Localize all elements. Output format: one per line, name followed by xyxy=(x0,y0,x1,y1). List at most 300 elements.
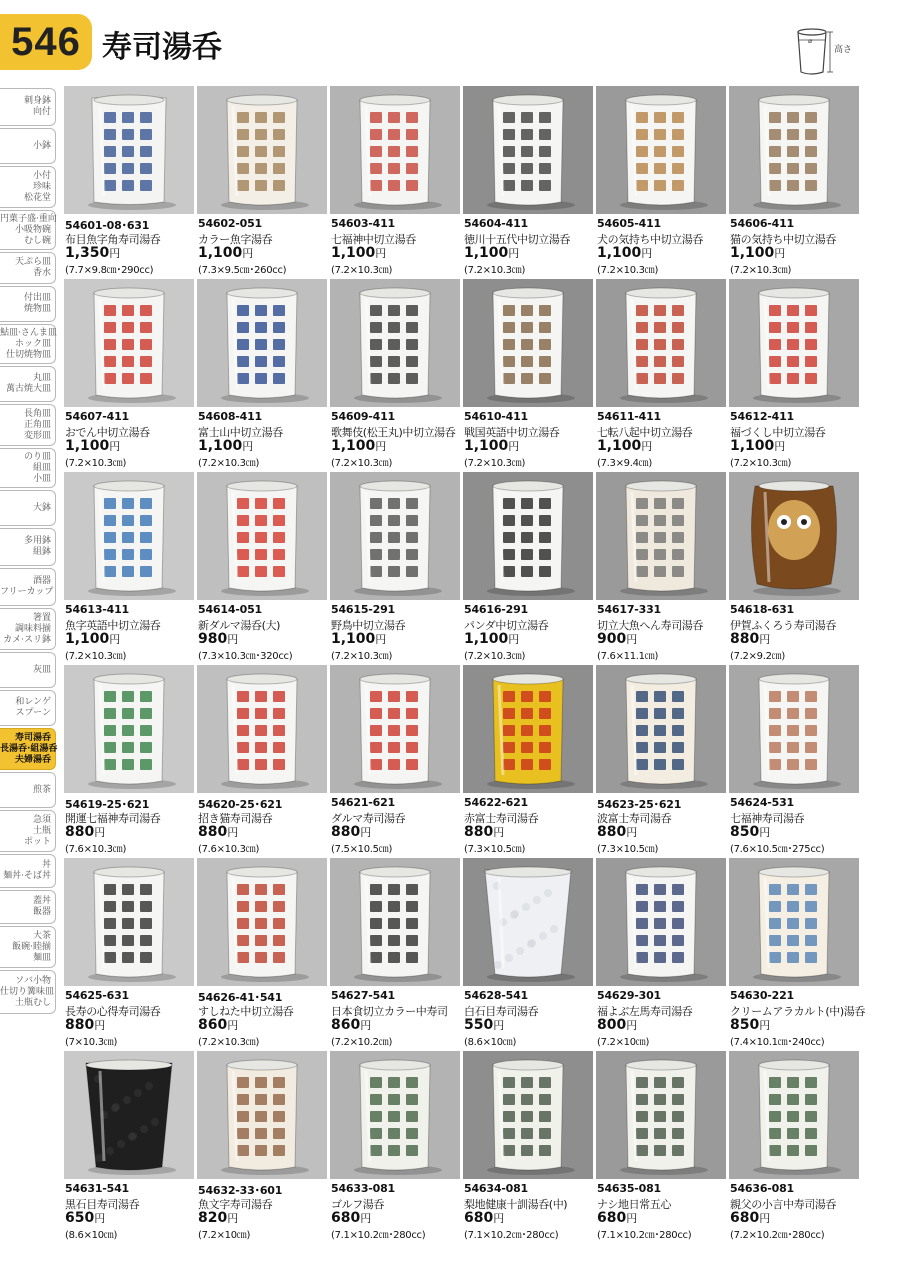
product-price xyxy=(730,438,785,454)
price-unit: 円 xyxy=(375,440,387,453)
product-photo-frame xyxy=(596,858,726,986)
product-size: (7.6×10.3㎝) xyxy=(198,844,260,855)
height-label: 高さ xyxy=(834,45,853,55)
price-value: 880 xyxy=(597,824,627,840)
product-photo xyxy=(596,472,726,600)
product-code: 54607-411 xyxy=(65,410,129,423)
product-photo xyxy=(330,279,460,407)
product-photo-frame xyxy=(463,665,593,793)
product-photo xyxy=(729,1051,859,1179)
product-card[interactable] xyxy=(197,1051,327,1241)
product-card[interactable] xyxy=(463,858,593,1048)
product-name: クリームアラカルト(中)湯呑 xyxy=(730,1005,865,1018)
product-price xyxy=(198,245,253,261)
product-code: 54608-411 xyxy=(198,410,262,423)
product-code: 54615-291 xyxy=(331,603,395,616)
price-value: 820 xyxy=(198,1210,228,1226)
product-code: 54625-631 xyxy=(65,989,129,1002)
product-size: (7.5×10.5㎝) xyxy=(331,844,393,855)
product-card[interactable] xyxy=(197,472,327,662)
product-card[interactable] xyxy=(729,86,859,276)
sidebar-tab[interactable] xyxy=(0,970,56,1014)
product-card[interactable] xyxy=(463,1051,593,1241)
sidebar-tab-label: 煎茶 xyxy=(32,784,51,795)
price-value: 1,100 xyxy=(331,438,376,454)
sidebar-tab-label: 小付 xyxy=(32,170,51,181)
product-photo-frame xyxy=(596,472,726,600)
sidebar-tab[interactable] xyxy=(0,252,56,284)
product-size: (7.1×10.2㎝･280cc) xyxy=(464,1230,559,1241)
price-unit: 円 xyxy=(94,1019,106,1032)
price-value: 800 xyxy=(597,1017,627,1033)
product-card[interactable] xyxy=(330,858,460,1048)
product-price xyxy=(331,1017,371,1033)
sidebar-tab[interactable] xyxy=(0,652,56,688)
product-name: ゴルフ湯呑 xyxy=(331,1198,384,1211)
sidebar-tab[interactable] xyxy=(0,128,56,164)
price-value: 1,100 xyxy=(65,631,110,647)
product-size: (7.2×10.3㎝) xyxy=(597,265,659,276)
product-card[interactable] xyxy=(330,1051,460,1241)
product-name: 招き猫寿司湯呑 xyxy=(198,812,273,825)
sidebar-tab-label: 変形皿 xyxy=(23,430,51,441)
sidebar-tab-label: 小吸物碗 xyxy=(14,224,51,235)
price-value: 860 xyxy=(331,1017,361,1033)
price-value: 880 xyxy=(464,824,494,840)
product-photo xyxy=(596,858,726,986)
product-card[interactable] xyxy=(64,279,194,469)
price-value: 850 xyxy=(730,824,760,840)
sidebar-tab-label: 飯器 xyxy=(32,907,51,917)
sidebar-tab-label: 飯碗·睦揃 xyxy=(12,941,51,952)
product-size: (7.6×10.5㎝･275cc) xyxy=(730,844,825,855)
price-unit: 円 xyxy=(626,633,638,646)
product-photo-frame xyxy=(197,858,327,986)
product-card[interactable] xyxy=(197,86,327,276)
product-name: 七転八起中切立湯呑 xyxy=(597,426,693,439)
svg-text:⌀: ⌀ xyxy=(808,37,813,45)
product-name: 戦国英語中切立湯呑 xyxy=(464,426,560,439)
product-name: 富士山中切立湯呑 xyxy=(198,426,283,439)
product-photo-frame xyxy=(463,472,593,600)
product-size: (8.6×10㎝) xyxy=(65,1230,118,1241)
product-name: パンダ中切立湯呑 xyxy=(464,619,549,632)
sidebar-tab[interactable] xyxy=(0,286,56,322)
sidebar-tab-label: 蓋丼 xyxy=(32,896,51,906)
product-photo-frame xyxy=(729,279,859,407)
product-photo-frame xyxy=(596,86,726,214)
product-code: 54627-541 xyxy=(331,989,395,1002)
product-photo xyxy=(64,665,194,793)
product-card[interactable] xyxy=(596,279,726,469)
product-code: 54616-291 xyxy=(464,603,528,616)
price-unit: 円 xyxy=(759,1212,771,1225)
price-unit: 円 xyxy=(493,1019,505,1032)
product-photo-frame xyxy=(197,665,327,793)
product-price xyxy=(198,1210,238,1226)
sidebar-tab-label: 麺丼·そば丼 xyxy=(3,871,51,881)
price-unit: 円 xyxy=(109,633,121,646)
price-unit: 円 xyxy=(109,440,121,453)
product-size: (7.2×10㎝) xyxy=(198,1230,251,1241)
price-value: 1,100 xyxy=(730,438,775,454)
product-name: 魚字英語中切立湯呑 xyxy=(65,619,161,632)
product-card[interactable] xyxy=(330,279,460,469)
product-code: 54636-081 xyxy=(730,1182,794,1195)
product-size: (7.1×10.2㎝･280cc) xyxy=(597,1230,692,1241)
product-price xyxy=(198,631,238,647)
product-size: (7.2×10.3㎝) xyxy=(331,458,393,469)
price-value: 680 xyxy=(464,1210,494,1226)
product-card[interactable] xyxy=(330,472,460,662)
product-photo-frame xyxy=(330,472,460,600)
product-code: 54621-621 xyxy=(331,796,395,809)
price-value: 1,100 xyxy=(464,438,509,454)
product-price xyxy=(65,1210,105,1226)
product-photo xyxy=(729,858,859,986)
sidebar-tab[interactable] xyxy=(0,568,56,606)
price-unit: 円 xyxy=(508,440,520,453)
price-value: 650 xyxy=(65,1210,95,1226)
price-unit: 円 xyxy=(94,1212,106,1225)
price-value: 1,100 xyxy=(597,438,642,454)
product-photo xyxy=(197,1051,327,1179)
product-code: 54614-051 xyxy=(198,603,262,616)
sidebar-tab[interactable] xyxy=(0,88,56,126)
product-size: (8.6×10㎝) xyxy=(464,1037,517,1048)
product-code: 54635-081 xyxy=(597,1182,661,1195)
product-size: (7.7×9.8㎝･290cc) xyxy=(65,265,154,276)
sidebar-tab[interactable] xyxy=(0,890,56,924)
product-card[interactable] xyxy=(197,665,327,855)
price-unit: 円 xyxy=(375,633,387,646)
product-card[interactable] xyxy=(463,86,593,276)
price-unit: 円 xyxy=(508,247,520,260)
sidebar-tab[interactable] xyxy=(0,166,56,208)
product-photo xyxy=(197,665,327,793)
product-card[interactable] xyxy=(463,665,593,855)
price-value: 1,100 xyxy=(65,438,110,454)
sidebar-tab[interactable] xyxy=(0,210,56,250)
product-card[interactable] xyxy=(729,472,859,662)
product-name: 黒石目寿司湯呑 xyxy=(65,1198,140,1211)
product-code: 54619-25･621 xyxy=(65,798,150,811)
product-code: 54622-621 xyxy=(464,796,528,809)
sidebar-tab-label: 調味料揃 xyxy=(14,623,51,634)
sidebar-tab-label: 組鉢 xyxy=(32,547,51,557)
price-unit: 円 xyxy=(94,826,106,839)
product-price xyxy=(65,438,120,454)
price-unit: 円 xyxy=(109,247,121,260)
product-code: 54633-081 xyxy=(331,1182,395,1195)
price-unit: 円 xyxy=(641,440,653,453)
product-card[interactable] xyxy=(596,1051,726,1241)
product-price xyxy=(464,631,519,647)
product-size: (7.1×10.2㎝･280cc) xyxy=(331,1230,426,1241)
product-size: (7.2×10.3㎝) xyxy=(65,458,127,469)
product-code: 54604-411 xyxy=(464,217,528,230)
product-name: 切立大魚へん寿司湯呑 xyxy=(597,619,703,632)
price-unit: 円 xyxy=(759,1019,771,1032)
product-price xyxy=(331,438,386,454)
product-code: 54603-411 xyxy=(331,217,395,230)
sidebar-tab[interactable] xyxy=(0,366,56,402)
price-unit: 円 xyxy=(227,826,239,839)
price-unit: 円 xyxy=(641,247,653,260)
product-photo-frame xyxy=(64,665,194,793)
product-card[interactable] xyxy=(64,858,194,1048)
product-photo xyxy=(463,86,593,214)
product-card[interactable] xyxy=(596,665,726,855)
product-price xyxy=(730,1017,770,1033)
product-photo xyxy=(596,665,726,793)
sidebar-tab-label: 松花堂 xyxy=(23,192,51,203)
price-value: 880 xyxy=(198,824,228,840)
product-price xyxy=(331,824,371,840)
sidebar-tab[interactable] xyxy=(0,728,56,770)
product-photo xyxy=(729,665,859,793)
product-photo xyxy=(729,472,859,600)
product-photo xyxy=(197,858,327,986)
sidebar-tab[interactable] xyxy=(0,404,56,446)
product-card[interactable] xyxy=(197,279,327,469)
product-photo xyxy=(64,858,194,986)
product-card[interactable] xyxy=(64,86,194,276)
sidebar-tab-label: 夫婦湯呑 xyxy=(14,754,51,765)
product-code: 54632-33･601 xyxy=(198,1184,283,1197)
sidebar-tab[interactable] xyxy=(0,448,56,488)
sidebar-tab-label: 酒器 xyxy=(32,576,51,586)
price-value: 1,100 xyxy=(464,631,509,647)
sidebar-tab-label: のり皿 xyxy=(23,451,51,462)
product-photo xyxy=(596,1051,726,1179)
product-price xyxy=(730,631,770,647)
product-size: (7×10.3㎝) xyxy=(65,1037,118,1048)
product-code: 54631-541 xyxy=(65,1182,129,1195)
product-name: 開運七福神寿司湯呑 xyxy=(65,812,161,825)
sidebar-tab[interactable] xyxy=(0,608,56,650)
product-price xyxy=(65,245,120,261)
product-code: 54601-08･631 xyxy=(65,219,150,232)
product-photo-frame xyxy=(330,279,460,407)
sidebar-tab-label: フリーカップ xyxy=(0,587,54,597)
product-price xyxy=(597,438,652,454)
price-unit: 円 xyxy=(360,826,372,839)
page-number: 546 xyxy=(0,14,92,70)
sidebar-tab[interactable] xyxy=(0,528,56,566)
product-photo xyxy=(330,1051,460,1179)
price-value: 880 xyxy=(65,1017,95,1033)
product-photo xyxy=(463,279,593,407)
sidebar-tab[interactable] xyxy=(0,772,56,808)
product-price xyxy=(730,824,770,840)
price-unit: 円 xyxy=(508,633,520,646)
price-value: 880 xyxy=(730,631,760,647)
product-photo-frame xyxy=(64,858,194,986)
sidebar-tab-label: 急須 xyxy=(32,814,51,825)
product-photo-frame xyxy=(729,665,859,793)
product-photo-frame xyxy=(596,665,726,793)
product-card[interactable] xyxy=(463,279,593,469)
price-value: 1,100 xyxy=(331,245,376,261)
product-size: (7.6×11.1㎝) xyxy=(597,651,659,662)
product-price xyxy=(464,1210,504,1226)
product-photo-frame xyxy=(330,665,460,793)
product-price xyxy=(198,438,253,454)
product-photo xyxy=(330,472,460,600)
product-photo-frame xyxy=(64,1051,194,1179)
product-size: (7.6×10.3㎝) xyxy=(65,844,127,855)
sidebar-tab-label: 丼 xyxy=(41,860,51,870)
sidebar-tab-label: カメ·スリ鉢 xyxy=(3,634,51,645)
product-size: (7.2×10.2㎝) xyxy=(331,1037,393,1048)
price-value: 980 xyxy=(198,631,228,647)
sidebar-tab[interactable] xyxy=(0,490,56,526)
product-name: 梨地健康十訓湯呑(中) xyxy=(464,1198,568,1211)
product-card[interactable] xyxy=(64,665,194,855)
sidebar-tab-label: 円菓子盛·重向 xyxy=(0,213,57,224)
product-size: (7.3×9.5㎝･260cc) xyxy=(198,265,287,276)
sidebar-tab-label: 組皿 xyxy=(32,462,51,473)
product-size: (7.3×10.3㎝･320cc) xyxy=(198,651,293,662)
product-code: 54611-411 xyxy=(597,410,661,423)
sidebar-tab-label: 萬古焼大皿 xyxy=(5,384,51,394)
product-photo-frame xyxy=(330,858,460,986)
product-photo-frame xyxy=(330,1051,460,1179)
product-code: 54624-531 xyxy=(730,796,794,809)
product-size: (7.2×10.3㎝) xyxy=(65,651,127,662)
price-unit: 円 xyxy=(626,826,638,839)
product-photo xyxy=(64,279,194,407)
product-photo-frame xyxy=(596,1051,726,1179)
product-photo-frame xyxy=(463,1051,593,1179)
product-card[interactable] xyxy=(729,665,859,855)
product-code: 54606-411 xyxy=(730,217,794,230)
sidebar-tab[interactable] xyxy=(0,810,56,852)
product-photo xyxy=(596,279,726,407)
price-unit: 円 xyxy=(242,247,254,260)
price-value: 680 xyxy=(597,1210,627,1226)
price-unit: 円 xyxy=(626,1212,638,1225)
price-value: 680 xyxy=(730,1210,760,1226)
product-photo xyxy=(197,279,327,407)
product-card[interactable] xyxy=(729,1051,859,1241)
product-card[interactable] xyxy=(197,858,327,1048)
product-photo-frame xyxy=(463,858,593,986)
price-value: 680 xyxy=(331,1210,361,1226)
page-title: 寿司湯呑 xyxy=(102,30,222,65)
product-card[interactable] xyxy=(64,472,194,662)
product-code: 54609-411 xyxy=(331,410,395,423)
sidebar-tab-label: 刺身鉢 xyxy=(23,96,51,106)
product-code: 54613-411 xyxy=(65,603,129,616)
price-unit: 円 xyxy=(227,1212,239,1225)
product-name: 歌舞伎(松王丸)中切立湯呑 xyxy=(331,426,456,439)
product-name: 布目魚字角寿司湯呑 xyxy=(65,233,161,246)
price-value: 880 xyxy=(65,824,95,840)
sidebar-tab-label: 香水 xyxy=(32,268,51,278)
product-name: 福づくし中切立湯呑 xyxy=(730,426,826,439)
price-unit: 円 xyxy=(759,633,771,646)
product-code: 54612-411 xyxy=(730,410,794,423)
price-unit: 円 xyxy=(360,1019,372,1032)
product-name: 野鳥中切立湯呑 xyxy=(331,619,406,632)
product-photo xyxy=(463,1051,593,1179)
sidebar-tab-label: スプーン xyxy=(15,708,51,718)
product-code: 54623-25･621 xyxy=(597,798,682,811)
product-price xyxy=(464,245,519,261)
sidebar-tab[interactable] xyxy=(0,324,56,364)
product-code: 54634-081 xyxy=(464,1182,528,1195)
product-card[interactable] xyxy=(729,279,859,469)
product-price xyxy=(331,631,386,647)
product-photo xyxy=(729,86,859,214)
product-price xyxy=(597,245,652,261)
sidebar-tab-label: 付出皿 xyxy=(23,293,51,303)
product-card[interactable] xyxy=(596,858,726,1048)
sidebar-tab[interactable] xyxy=(0,926,56,968)
product-code: 54629-301 xyxy=(597,989,661,1002)
product-card[interactable] xyxy=(596,472,726,662)
price-unit: 円 xyxy=(360,1212,372,1225)
product-size: (7.3×9.4㎝) xyxy=(597,458,652,469)
product-card[interactable] xyxy=(596,86,726,276)
product-price xyxy=(597,1210,637,1226)
product-photo-frame xyxy=(197,279,327,407)
product-card[interactable] xyxy=(463,472,593,662)
product-photo xyxy=(463,665,593,793)
product-card[interactable] xyxy=(330,86,460,276)
product-photo xyxy=(596,86,726,214)
product-photo-frame xyxy=(729,86,859,214)
product-price xyxy=(331,245,386,261)
product-photo xyxy=(64,472,194,600)
sidebar-tab-label: 長角皿 xyxy=(23,408,51,419)
sidebar-tab[interactable] xyxy=(0,690,56,726)
product-price xyxy=(65,1017,105,1033)
product-card[interactable] xyxy=(64,1051,194,1241)
sidebar-tab[interactable] xyxy=(0,854,56,888)
product-size: (7.2×10.3㎝) xyxy=(464,651,526,662)
product-price xyxy=(597,824,637,840)
product-photo-frame xyxy=(596,279,726,407)
product-price xyxy=(331,1210,371,1226)
price-value: 1,100 xyxy=(198,438,243,454)
price-unit: 円 xyxy=(227,633,239,646)
product-name: 長寿の心得寿司湯呑 xyxy=(65,1005,161,1018)
product-photo xyxy=(463,858,593,986)
product-name: 赤富士寿司湯呑 xyxy=(464,812,539,825)
product-price xyxy=(198,1017,238,1033)
product-photo xyxy=(330,86,460,214)
price-value: 880 xyxy=(331,824,361,840)
price-unit: 円 xyxy=(759,826,771,839)
price-unit: 円 xyxy=(626,1019,638,1032)
product-photo xyxy=(64,1051,194,1179)
product-card[interactable] xyxy=(330,665,460,855)
price-unit: 円 xyxy=(774,247,786,260)
sidebar-tab-label: 仕切焼物皿 xyxy=(5,349,51,360)
product-code: 54628-541 xyxy=(464,989,528,1002)
product-code: 54617-331 xyxy=(597,603,661,616)
sidebar-tab-label: ソバ小物 xyxy=(15,975,51,986)
product-size: (7.3×10.5㎝) xyxy=(464,844,526,855)
price-value: 1,100 xyxy=(331,631,376,647)
product-code: 54620-25･621 xyxy=(198,798,283,811)
price-unit: 円 xyxy=(774,440,786,453)
price-unit: 円 xyxy=(227,1019,239,1032)
product-card[interactable] xyxy=(729,858,865,1048)
